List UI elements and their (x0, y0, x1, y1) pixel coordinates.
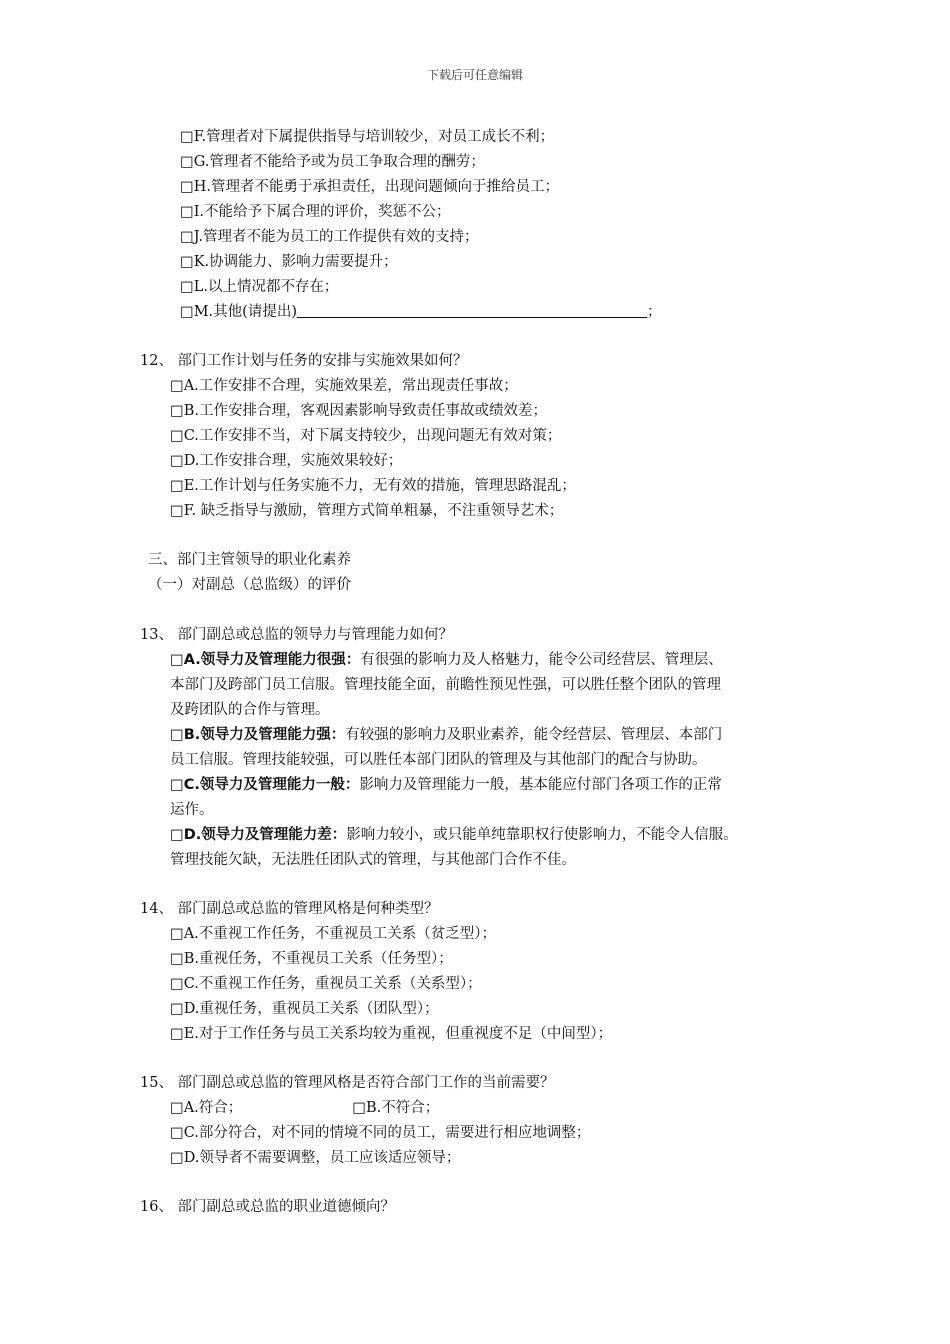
q11-option-f[interactable]: □F.管理者对下属提供指导与培训较少，对员工成长不利； (180, 129, 555, 145)
q11-option-g[interactable]: □G.管理者不能给予或为员工争取合理的酬劳； (180, 154, 485, 170)
q11-option-k[interactable]: □K.协调能力、影响力需要提升； (180, 254, 398, 270)
q14-option-a[interactable]: □A.不重视工作任务，不重视员工关系（贫乏型）； (170, 926, 497, 942)
q12-option-a[interactable]: □A.工作安排不合理，实施效果差，常出现责任事故； (170, 378, 518, 394)
section-subtitle: （一）对副总（总监级）的评价 (148, 577, 351, 593)
q11-option-m-label: □M.其他(请提出) (180, 304, 297, 320)
q12-option-b[interactable]: □B.工作安排合理，客观因素影响导致责任事故或绩效差； (170, 403, 547, 419)
q14-question: 14、 部门副总或总监的管理风格是何种类型？ (140, 901, 439, 917)
q13-option-d[interactable] (170, 824, 738, 846)
q12-option-e[interactable]: □E.工作计划与任务实施不力，无有效的措施，管理思路混乱； (170, 478, 576, 494)
q15-option-row (170, 1097, 439, 1119)
q12-option-c[interactable]: □C.工作安排不当，对下属支持较少，出现问题无有效对策； (170, 428, 562, 444)
q14-option-d[interactable]: □D.重视任务，重视员工关系（团队型）； (170, 1001, 439, 1017)
q15-option-b[interactable]: □B.不符合； (352, 1100, 440, 1116)
q16-question: 16、 部门副总或总监的职业道德倾向？ (140, 1199, 396, 1215)
q12-option-f[interactable]: □F. 缺乏指导与激励，管理方式简单粗暴，不注重领导艺术； (170, 503, 564, 519)
q15-question: 15、 部门副总或总监的管理风格是否符合部门工作的当前需要？ (140, 1075, 555, 1091)
q15-option-d[interactable]: □D.领导者不需要调整，员工应该适应领导； (170, 1150, 461, 1166)
q13-question: 13、 部门副总或总监的领导力与管理能力如何？ (140, 627, 454, 643)
q11-other-blank-field[interactable] (297, 303, 647, 318)
q13-option-a-text: 有很强的影响力及人格魅力，能令公司经营层、管理层、 (360, 652, 723, 668)
q12-option-d[interactable]: □D.工作安排合理，实施效果较好； (170, 453, 403, 469)
q14-option-b[interactable]: □B.重视任务，不重视员工关系（任务型）； (170, 951, 453, 967)
section-title: 三、部门主管领导的职业化素养 (148, 552, 351, 568)
q12-question: 12、 部门工作计划与任务的安排与实施效果如何？ (140, 353, 468, 369)
q13-option-d-label: □D.领导力及管理能力差： (170, 827, 347, 843)
q11-option-i[interactable]: □I.不能给予下属合理的评价，奖惩不公； (180, 204, 451, 220)
q11-option-l[interactable]: □L.以上情况都不存在； (180, 279, 339, 295)
q13-option-c[interactable] (170, 774, 722, 796)
q13-option-c-cont: 运作。 (170, 802, 214, 818)
q13-option-b-cont: 员工信服。管理技能较强，可以胜任本部门团队的管理及与其他部门的配合与协助。 (170, 752, 707, 768)
q11-option-j[interactable]: □J.管理者不能为员工的工作提供有效的支持； (180, 229, 479, 245)
q11-option-m-end: ； (646, 304, 662, 320)
q13-option-a-cont: 本部门及跨部门员工信服。管理技能全面，前瞻性预见性强，可以胜任整个团队的管理 (170, 677, 721, 693)
q13-option-b-label: □B.领导力及管理能力强： (170, 727, 346, 743)
q15-option-a[interactable]: □A.符合； (170, 1100, 243, 1116)
q13-option-b-text: 有较强的影响力及职业素养，能令经营层、管理层、本部门 (345, 727, 723, 743)
q13-option-d-text: 影响力较小，或只能单纯靠职权行使影响力，不能令人信服。 (346, 827, 738, 843)
q13-option-a-label: □A.领导力及管理能力很强： (170, 652, 361, 668)
q11-option-h[interactable]: □H.管理者不能勇于承担责任，出现问题倾向于推给员工； (180, 179, 559, 195)
q15-option-c[interactable]: □C.部分符合，对不同的情境不同的员工，需要进行相应地调整； (170, 1125, 591, 1141)
q13-option-c-label: □C.领导力及管理能力一般： (170, 777, 360, 793)
q14-option-c[interactable]: □C.不重视工作任务，重视员工关系（关系型）； (170, 976, 482, 992)
page-header: 下载后可任意编辑 (426, 68, 523, 82)
q14-option-e[interactable]: □E.对于工作任务与员工关系均较为重视，但重视度不足（中间型）； (170, 1026, 613, 1042)
q13-option-a-cont: 及跨团队的合作与管理。 (170, 702, 330, 718)
q13-option-c-text: 影响力及管理能力一般，基本能应付部门各项工作的正常 (359, 777, 722, 793)
q11-option-m[interactable] (180, 301, 661, 323)
q13-option-b[interactable] (170, 724, 722, 746)
q13-option-a[interactable] (170, 649, 723, 671)
q13-option-d-cont: 管理技能欠缺，无法胜任团队式的管理，与其他部门合作不佳。 (170, 852, 576, 868)
